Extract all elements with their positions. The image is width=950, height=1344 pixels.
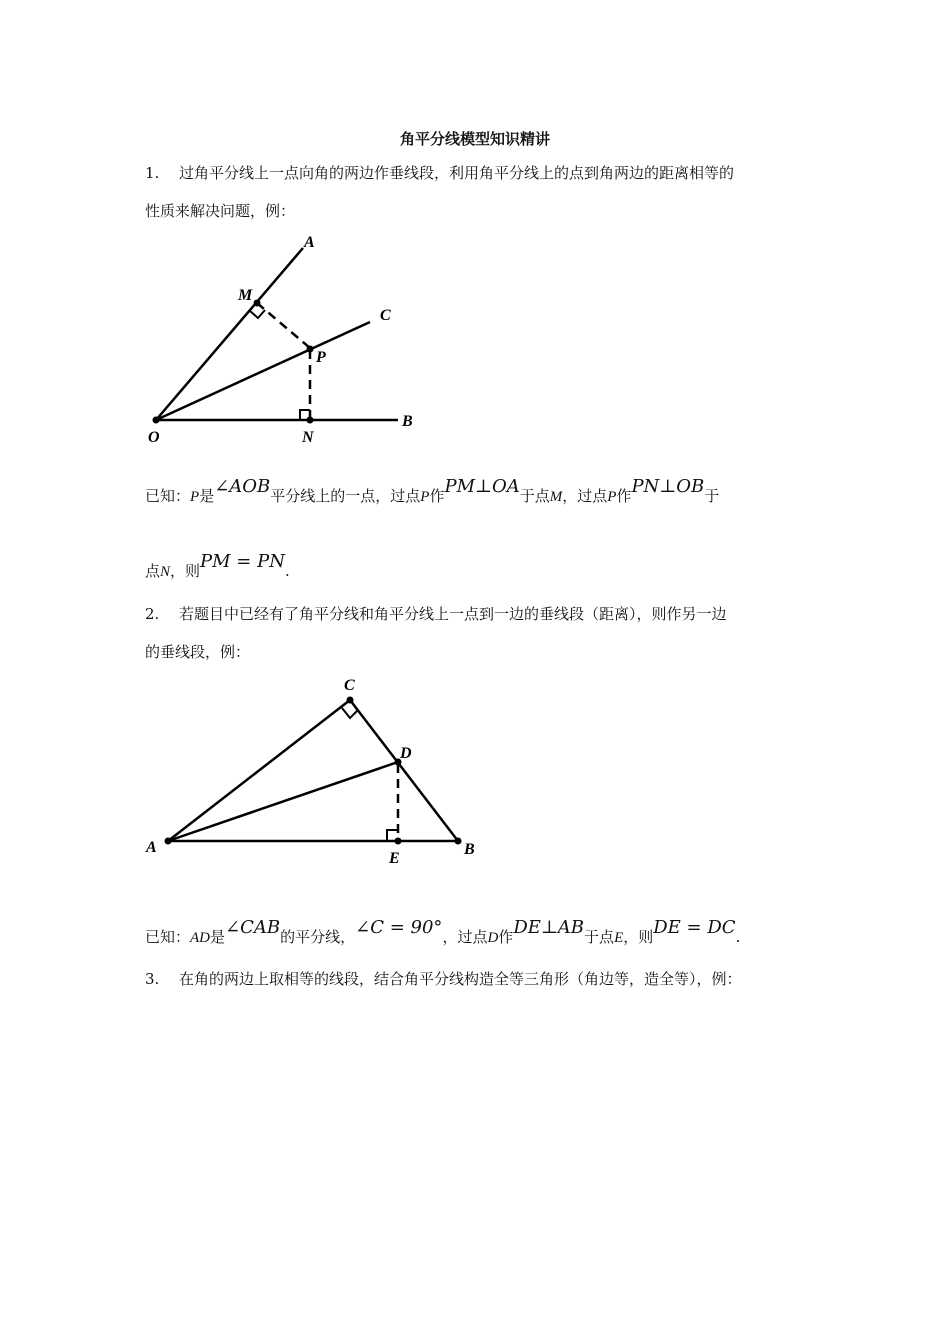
point-name: P — [420, 489, 430, 505]
ray-oc — [156, 322, 370, 420]
point-name: P — [190, 489, 200, 505]
given-text: ，过点 — [562, 487, 608, 505]
given-text: 点 — [145, 562, 161, 580]
figure-angle-bisector-aob — [140, 228, 430, 448]
math-de-perp-ab: DE⊥AB — [513, 917, 585, 938]
section3-text1: 在角的两边上取相等的线段，结合角平分线构造全等三角形（角边等，造全等），例： — [179, 970, 742, 988]
section2-given — [145, 917, 741, 948]
section1-given-line2 — [145, 551, 290, 582]
page-title: 角平分线模型知识精讲 — [399, 130, 550, 148]
section2-number: 2. — [145, 605, 160, 623]
given-text: . — [284, 562, 290, 580]
given-text: ，则 — [170, 562, 201, 580]
section3-number: 3. — [145, 970, 160, 988]
point-m — [254, 300, 261, 307]
point-name: E — [614, 930, 624, 946]
side-cb — [350, 700, 458, 841]
point-a — [165, 838, 172, 845]
label-c: C — [380, 307, 391, 324]
given-text: 作 — [498, 928, 514, 946]
ray-oa — [156, 248, 303, 420]
point-e — [395, 838, 402, 845]
point-name: M — [549, 489, 563, 505]
given-text: 平分线上的一点，过点 — [270, 487, 421, 505]
point-c — [347, 697, 354, 704]
given-text: 于点 — [584, 928, 615, 946]
right-angle-mark-m — [250, 310, 265, 318]
label-o: O — [148, 429, 160, 446]
label-b: B — [402, 413, 413, 430]
math-angle-cab: ∠CAB — [225, 917, 281, 938]
section2-line1 — [145, 604, 727, 624]
label-c: C — [344, 677, 355, 694]
math-pm-equals-pn: PM = PN — [200, 551, 285, 572]
given-prefix: 已知： — [145, 487, 191, 505]
section1-line2: 性质来解决问题，例： — [145, 202, 296, 220]
given-prefix: 已知： — [145, 928, 191, 946]
math-de-equals-dc: DE = DC — [653, 917, 736, 938]
section3-line1 — [145, 969, 742, 989]
point-p — [307, 346, 314, 353]
given-text: 于点 — [519, 487, 550, 505]
math-pn-perp-ob: PN⊥OB — [631, 476, 705, 497]
math-pm-perp-oa: PM⊥OA — [444, 476, 520, 497]
given-text: 的平分线， — [280, 928, 356, 946]
label-n: N — [302, 429, 314, 446]
section1-number: 1. — [145, 164, 160, 182]
label-m: M — [238, 287, 253, 304]
bisector-ad — [168, 762, 398, 841]
point-n — [307, 417, 314, 424]
label-b: B — [464, 841, 475, 858]
point-name: N — [160, 564, 171, 580]
given-text: ，则 — [623, 928, 654, 946]
given-text: 于 — [704, 487, 720, 505]
given-text: 是 — [199, 487, 215, 505]
figure-right-triangle-abc — [140, 670, 490, 875]
segment-pm — [257, 303, 310, 348]
given-text: ，过点 — [442, 928, 488, 946]
label-d: D — [400, 745, 412, 762]
point-name: P — [607, 489, 617, 505]
label-e: E — [389, 850, 400, 867]
section1-line1 — [145, 163, 734, 183]
section1-given-line1 — [145, 476, 720, 507]
point-b — [455, 838, 462, 845]
label-p: P — [316, 349, 326, 366]
section2-text1: 若题目中已经有了角平分线和角平分线上一点到一边的垂线段（距离），则作另一边 — [179, 605, 727, 623]
math-angle-aob: ∠AOB — [214, 476, 271, 497]
label-a: A — [146, 839, 157, 856]
math-angle-c-90: ∠C = 90° — [355, 917, 443, 938]
given-text: 作 — [429, 487, 445, 505]
section2-line2: 的垂线段，例： — [145, 643, 251, 661]
label-a: A — [304, 234, 315, 251]
segment-name: AD — [190, 930, 211, 946]
given-text: . — [735, 928, 741, 946]
section1-text1: 过角平分线上一点向角的两边作垂线段，利用角平分线上的点到角两边的距离相等的 — [179, 164, 735, 182]
side-ac — [168, 700, 350, 841]
given-text: 是 — [210, 928, 226, 946]
given-text: 作 — [616, 487, 632, 505]
right-angle-mark-c — [342, 708, 358, 718]
point-o — [153, 417, 160, 424]
point-name: D — [487, 930, 499, 946]
